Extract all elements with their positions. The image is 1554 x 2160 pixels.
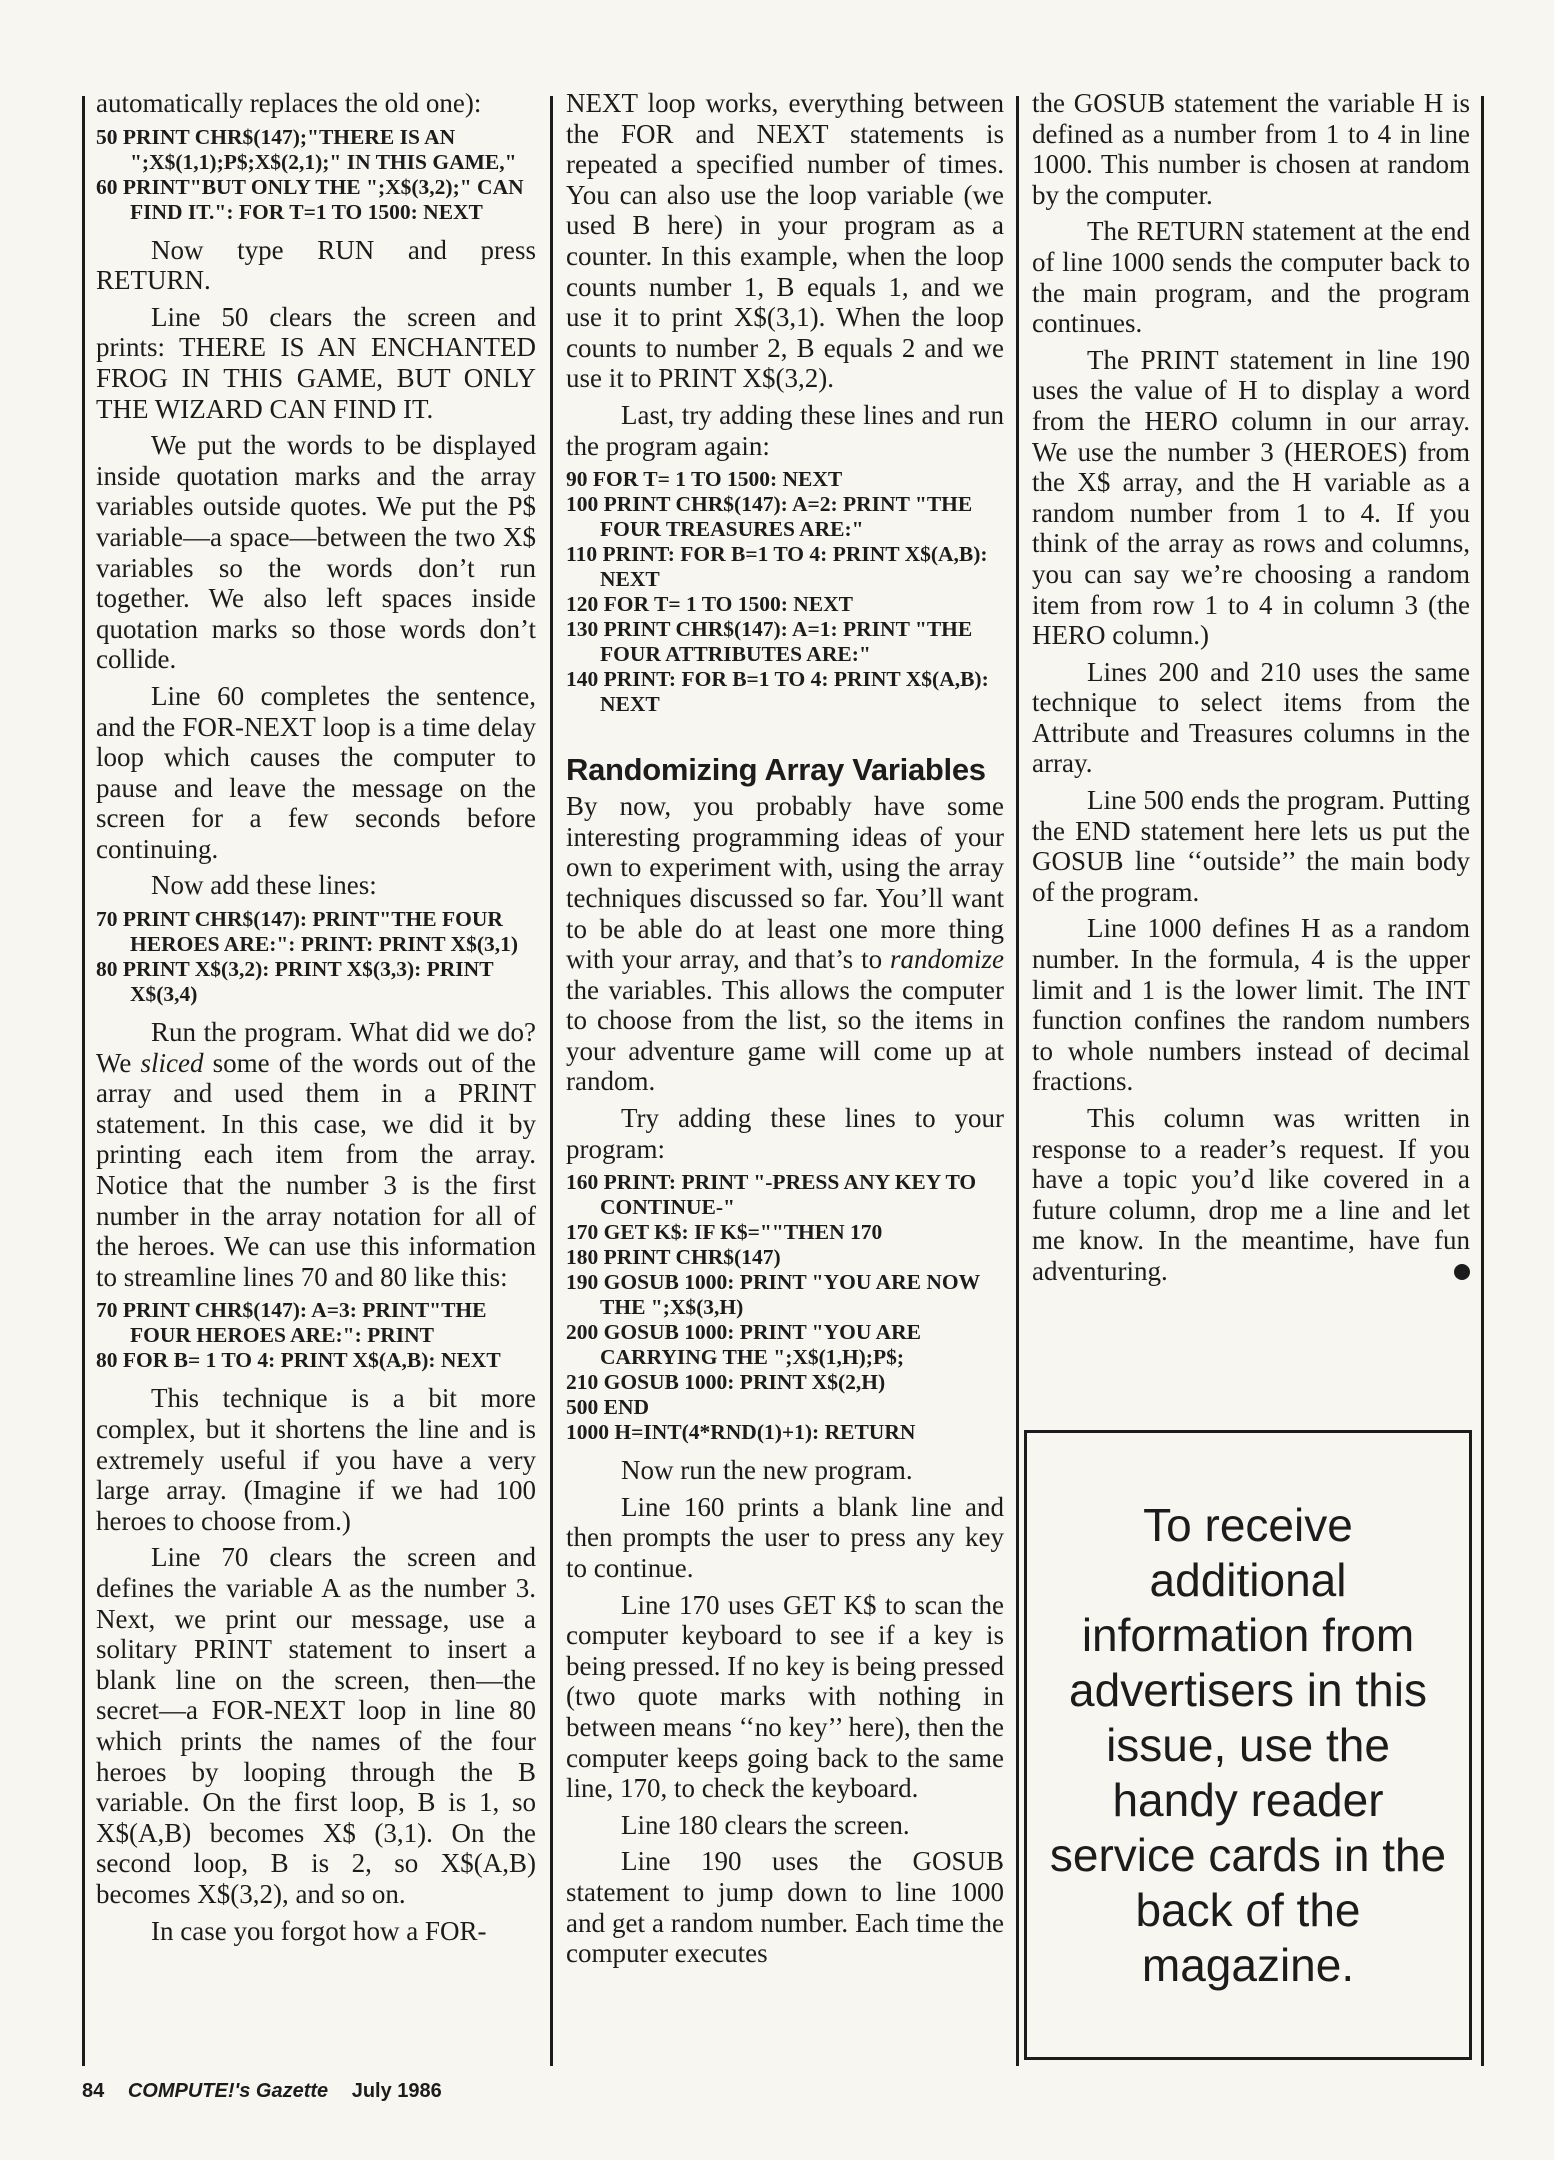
paragraph xyxy=(566,791,1004,1097)
magazine-title: COMPUTE!'s Gazette xyxy=(127,2080,329,2102)
code-line: 60 PRINT"BUT ONLY THE ";X$(3,2);" CAN FIND IT.": FOR T=1 TO 1500: NEXT xyxy=(96,174,524,224)
code-line: 210 GOSUB 1000: PRINT X$(2,H) xyxy=(566,1370,886,1395)
column-rule-left xyxy=(82,96,85,2066)
paragraph: Now run the new program. xyxy=(621,1455,913,1486)
page-number: 84 xyxy=(82,2080,105,2102)
paragraph: Line 70 clears the screen and defines the variable A as the number 3. Next, we print our message, use a solitary PRINT statement to insert a blank line on the screen, then—the secret—a FOR-NEXT loop in line 80 which prints the names of the four heroes by looping through the B variable. On the first loop, B is 1, so X$(A,B) becomes X$ (3,1). On the second loop, B is 2, so X$(A,B) becomes X$(3,2), and so on. xyxy=(96,1542,536,1909)
column-rule-middle-left xyxy=(550,96,553,2066)
section-heading: Randomizing Array Variables xyxy=(566,752,986,788)
code-line: 100 PRINT CHR$(147): A=2: PRINT "THE FOUR TREASURES ARE:" xyxy=(566,492,973,542)
code-line: 120 FOR T= 1 TO 1500: NEXT xyxy=(566,592,854,617)
code-line: 1000 H=INT(4*RND(1)+1): RETURN xyxy=(566,1420,916,1445)
code-line: 170 GET K$: IF K$=""THEN 170 xyxy=(566,1220,883,1245)
paragraph: NEXT loop works, everything between the FOR and NEXT statements is repeated a specified number of times. You can also use the loop variable (we used B here) in your program as a counter. In this example, when the loop counts number 1, B equals 1, and we use it to print X$(3,1). When the loop counts to number 2, B equals 2 and we use it to PRINT X$(3,2). xyxy=(566,88,1004,394)
code-listing xyxy=(96,907,536,1007)
code-listing xyxy=(566,467,1004,717)
paragraph: automatically replaces the old one): xyxy=(96,88,482,118)
code-line: 200 GOSUB 1000: PRINT "YOU ARE CARRYING THE ";X$(1,H);P$; xyxy=(566,1320,921,1370)
paragraph-text: some of the words out of the array and used them in a PRINT statement. In this case, we did it by printing each item from the array. Notice that the number 3 is the first number in the array notation for all of the heroes. We can use this information to streamline lines 70 and 80 like this: xyxy=(96,1047,536,1292)
paragraph: Now add these lines: xyxy=(151,870,377,901)
paragraph xyxy=(96,1017,536,1292)
paragraph: This technique is a bit more complex, but it shortens the line and is extremely useful if you have a very large array. (Imagine if we had 100 heroes to choose from.) xyxy=(96,1383,536,1536)
emphasis-text: randomize xyxy=(890,944,1004,975)
paragraph: Line 170 uses GET K$ to scan the computer keyboard to see if a key is being pressed. If no key is being pressed (two quote marks with nothing in between means ‘‘no key’’ here), then the computer keeps going back to the same line, 170, to check the keyboard. xyxy=(566,1589,1004,1804)
code-line: 50 PRINT CHR$(147);"THERE IS AN ";X$(1,1);P$;X$(2,1);" IN THIS GAME," xyxy=(96,124,517,174)
paragraph: Line 190 uses the GOSUB statement to jump down to line 1000 and get a random number. Each time the computer executes xyxy=(566,1846,1004,1969)
emphasis-text: sliced xyxy=(140,1047,204,1078)
paragraph-text: This column was written in response to a reader’s request. If you have a topic you’d like covered in a future column, drop me a line and let me know. In the meantime, have fun adventuring. xyxy=(1032,1103,1470,1286)
code-line: 180 PRINT CHR$(147) xyxy=(566,1245,781,1270)
code-line: 140 PRINT: FOR B=1 TO 4: PRINT X$(A,B): NEXT xyxy=(566,667,989,717)
code-line: 70 PRINT CHR$(147): A=3: PRINT"THE FOUR HEROES ARE:": PRINT xyxy=(96,1298,487,1348)
code-line: 160 PRINT: PRINT "-PRESS ANY KEY TO CONTINUE-" xyxy=(566,1170,977,1220)
code-line: 130 PRINT CHR$(147): A=1: PRINT "THE FOUR ATTRIBUTES ARE:" xyxy=(566,617,973,667)
paragraph-text: Run the program. What did we do? We xyxy=(96,1017,536,1078)
reader-service-notice xyxy=(1024,1430,1472,2060)
reader-service-text: To receive additional information from advertisers in this issue, use the handy reader service cards in the back of the magazine. xyxy=(1049,1498,1447,1991)
code-line: 110 PRINT: FOR B=1 TO 4: PRINT X$(A,B): NEXT xyxy=(566,542,988,592)
paragraph: Line 50 clears the screen and prints: THERE IS AN ENCHANTED FROG IN THIS GAME, BUT ONLY THE WIZARD CAN FIND IT. xyxy=(96,301,536,424)
paragraph: Lines 200 and 210 uses the same technique to select items from the Attribute and Treasures columns in the array. xyxy=(1032,656,1470,779)
paragraph: The PRINT statement in line 190 uses the value of H to display a word from the HERO column in our array. We use the number 3 (HEROES) from the X$ array, and the H variable as a random number from 1 to 4. If you think of the array as rows and columns, you can say we’re choosing a random item from row 1 to 4 in column 3 (the HERO column.) xyxy=(1032,344,1470,651)
paragraph: Line 1000 defines H as a random number. In the formula, 4 is the upper limit and 1 is the lower limit. The INT function confines the random numbers to whole numbers instead of decimal fractions. xyxy=(1032,913,1470,1097)
code-line: 70 PRINT CHR$(147): PRINT"THE FOUR HEROES ARE:": PRINT: PRINT X$(3,1) xyxy=(96,907,519,957)
paragraph: We put the words to be displayed inside quotation marks and the array variables outside quotes. We put the P$ variable—a space—between the two X$ variables so the words don’t run together. We also left spaces inside quotation marks so those words don’t collide. xyxy=(96,430,536,675)
paragraph-text: By now, you probably have some interesting programming ideas of your own to experiment with, using the array techniques discussed so far. You’ll want to be able do at least one more thing with your array, and that’s to xyxy=(566,791,1004,975)
paragraph: In case you forgot how a FOR- xyxy=(151,1915,487,1946)
column-rule-right xyxy=(1481,96,1484,2066)
article-column-2 xyxy=(566,88,1004,1975)
paragraph: Line 60 completes the sentence, and the FOR-NEXT loop is a time delay loop which causes the computer to pause and leave the message on the screen for a few seconds before continuing. xyxy=(96,680,536,864)
paragraph: Line 180 clears the screen. xyxy=(621,1809,910,1840)
code-listing xyxy=(96,1298,536,1373)
code-line: 500 END xyxy=(566,1395,650,1420)
column-rule-middle-right xyxy=(1016,96,1019,2066)
paragraph: The RETURN statement at the end of line 1000 sends the computer back to the main program, and the program continues. xyxy=(1032,216,1470,339)
article-column-3 xyxy=(1032,88,1470,1293)
code-line: 90 FOR T= 1 TO 1500: NEXT xyxy=(566,467,843,492)
paragraph: the GOSUB statement the variable H is defined as a number from 1 to 4 in line 1000. This number is chosen at random by the computer. xyxy=(1032,88,1470,210)
paragraph: Line 500 ends the program. Putting the END statement here lets us put the GOSUB line ‘‘outside’’ the main body of the program. xyxy=(1032,785,1470,907)
paragraph: Last, try adding these lines and run the program again: xyxy=(566,399,1004,461)
paragraph: Now type RUN and press RETURN. xyxy=(96,234,536,296)
end-of-article-icon xyxy=(1454,1264,1470,1280)
code-listing xyxy=(96,125,536,225)
article-column-1 xyxy=(96,88,536,1952)
paragraph: Try adding these lines to your program: xyxy=(566,1103,1004,1164)
paragraph-text: the variables. This allows the computer to choose from the list, so the items in your adventure game will come up at random. xyxy=(566,974,1004,1097)
page-footer xyxy=(82,2080,460,2103)
code-listing xyxy=(566,1170,1004,1445)
code-line: 80 FOR B= 1 TO 4: PRINT X$(A,B): NEXT xyxy=(96,1348,501,1373)
code-line: 80 PRINT X$(3,2): PRINT X$(3,3): PRINT X$(3,4) xyxy=(96,957,494,1007)
paragraph xyxy=(1032,1103,1470,1287)
issue-date: July 1986 xyxy=(351,2080,442,2102)
paragraph: Line 160 prints a blank line and then prompts the user to press any key to continue. xyxy=(566,1491,1004,1584)
code-line: 190 GOSUB 1000: PRINT "YOU ARE NOW THE ";X$(3,H) xyxy=(566,1270,980,1320)
